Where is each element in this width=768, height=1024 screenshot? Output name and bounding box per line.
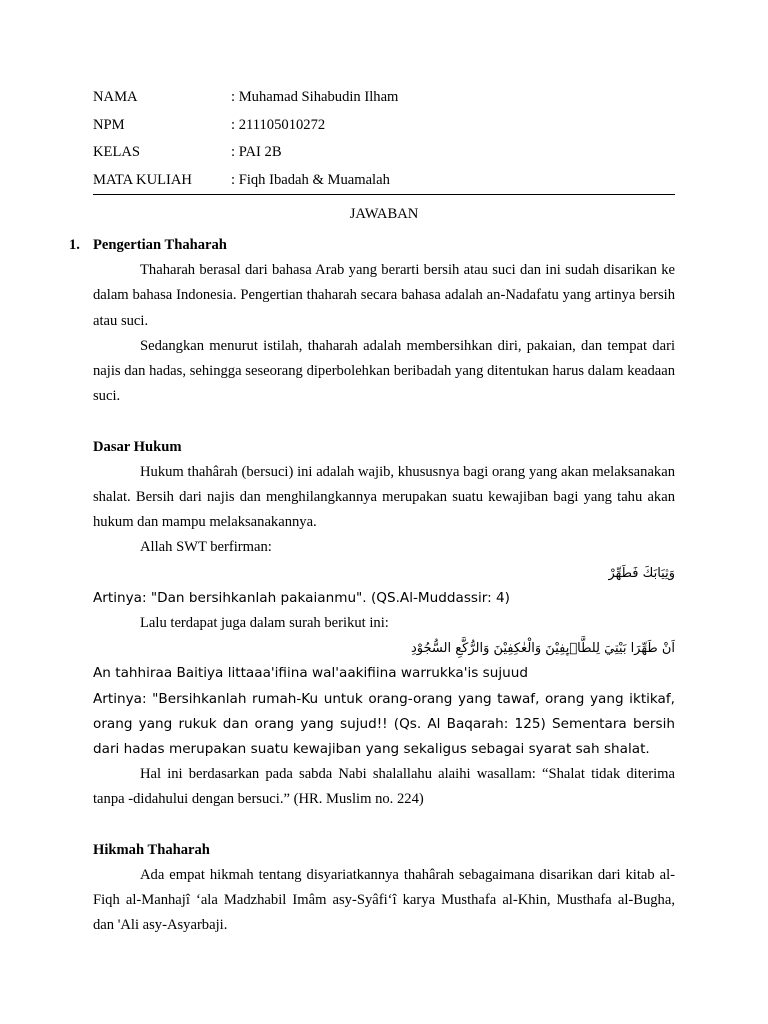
identity-row-nama <box>93 87 675 115</box>
header-divider <box>93 194 675 195</box>
identity-value: : Fiqh Ibadah & Muamalah <box>231 172 390 189</box>
section-heading: Dasar Hukum <box>93 438 182 455</box>
page-title: JAWABAN <box>349 206 419 222</box>
identity-block <box>93 87 675 198</box>
paragraph: Allah SWT berfirman: <box>140 539 272 556</box>
paragraph: Thaharah berasal dari bahasa Arab yang berarti bersih atau suci dan ini sudah disarikan ke dalam bahasa Indonesia. Pengertian thaharah secara bahasa adalah an-Nadafatu yang artinya bersih atau suci. <box>93 262 675 329</box>
identity-value: : PAI 2B <box>231 144 282 161</box>
document-body <box>69 233 675 939</box>
section-heading: Pengertian Thaharah <box>93 237 227 253</box>
spacer <box>93 409 675 434</box>
paragraph: Hal ini berdasarkan pada sabda Nabi shalallahu alaihi wasallam: “Shalat tidak diterima tanpa -didahului dengan bersuci.” (HR. Muslim no. 224) <box>93 766 675 808</box>
arabic-verse: وَثِيَابَكَ فَطَهِّرْ <box>608 565 675 581</box>
paragraph: Lalu terdapat juga dalam surah berikut ini: <box>140 615 389 632</box>
identity-label: NPM <box>93 116 125 133</box>
paragraph: Sedangkan menurut istilah, thaharah adalah membersihkan diri, pakaian, dan tempat dari najis dan hadas, sehingga seseorang diperbolehkan beribadah yang ditentukan harus dalam keadaan suci. <box>93 337 675 405</box>
paragraph: Ada empat hikmah tentang disyariatkannya thahârah sebagaimana disarikan dari kitab al-Fiqh al-Manhajî ‘ala Madzhabil Imâm asy-Syâfi‘î karya Musthafa al-Khin, Musthafa al-Bugha, dan 'Ali asy-Asyarbaji. <box>93 867 675 934</box>
identity-value: : 211105010272 <box>231 116 326 133</box>
identity-value: : Muhamad Sihabudin Ilham <box>231 89 399 105</box>
identity-row-npm <box>93 115 675 143</box>
arabic-verse: اَنْ طَهِّرَا بَيْتِيَ لِلطَّاۤىِٕفِيْنَ وَالْعٰكِفِيْنَ وَالرُّكَّعِ السُّجُوْدِ <box>411 641 675 657</box>
translation: Artinya: "Bersihkanlah rumah-Ku untuk orang-orang yang tawaf, orang yang iktikaf, orang yang rukuk dan orang yang sujud!! (Qs. Al Baqarah: 125) Sementara bersih dari hadas merupakan suatu kewajiban yang sekaligus sebagai syarat sah shalat. <box>93 690 675 758</box>
identity-row-kelas <box>93 142 675 170</box>
identity-label: MATA KULIAH <box>93 172 192 189</box>
section-pengertian <box>69 233 675 258</box>
section-heading: Hikmah Thaharah <box>93 841 210 858</box>
transliteration: An tahhiraa Baitiya littaaa'ifiina wal'aakifiina warrukka'is sujuud <box>93 665 528 682</box>
identity-label: KELAS <box>93 144 141 161</box>
paragraph: Hukum thahârah (bersuci) ini adalah wajib, khususnya bagi orang yang akan melaksanakan shalat. Bersih dari najis dan menghilangkannya merupakan suatu kewajiban bagi yang tahu akan hukum dan mampu melaksanakannya. <box>93 463 675 531</box>
translation: Artinya: "Dan bersihkanlah pakaianmu". (QS.Al-Muddassir: 4) <box>93 589 510 606</box>
section-number: 1. <box>69 237 80 253</box>
identity-label: NAMA <box>93 89 138 105</box>
spacer <box>93 813 675 838</box>
